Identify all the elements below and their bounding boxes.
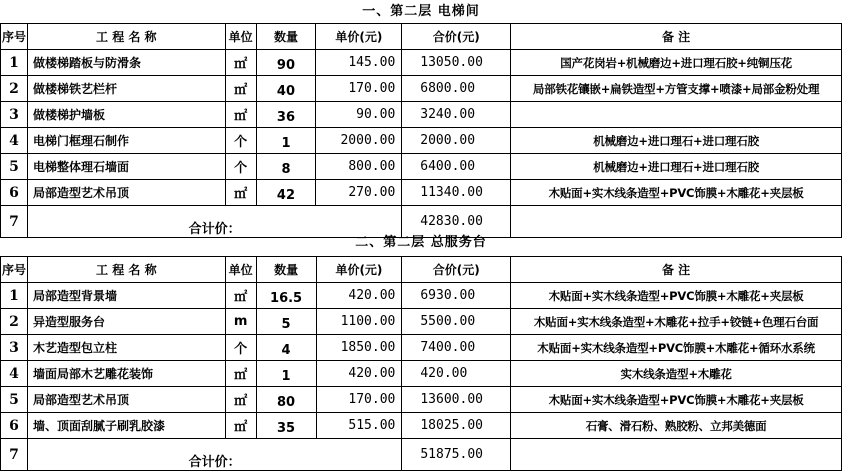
row-no: 6 (1, 413, 28, 439)
row-unit: ㎡ (225, 283, 256, 309)
row-qty: 1 (256, 361, 316, 387)
table-row (1, 102, 842, 128)
row-total: 13050.00 (402, 50, 511, 76)
header-remark: 备 注 (511, 257, 842, 283)
row-total: 6800.00 (402, 76, 511, 102)
row-total: 6400.00 (402, 154, 511, 180)
row-price: 1100.00 (316, 309, 402, 335)
row-price: 420.00 (316, 283, 402, 309)
header-row (1, 24, 842, 50)
row-price: 270.00 (316, 180, 402, 206)
row-unit: ㎡ (225, 50, 256, 76)
subtotal-no: 7 (1, 439, 28, 471)
row-total: 7400.00 (402, 335, 511, 361)
row-remark: 木贴面+实木线条造型+PVC饰膜+木雕花+夹层板 (511, 283, 842, 309)
row-name: 局部造型艺术吊顶 (27, 180, 225, 206)
row-total: 2000.00 (402, 128, 511, 154)
subtotal-remark (511, 439, 842, 471)
row-price: 1850.00 (316, 335, 402, 361)
row-unit: 个 (225, 128, 256, 154)
table-row (1, 413, 842, 439)
row-no: 1 (1, 283, 28, 309)
row-unit: ㎡ (225, 387, 256, 413)
row-no: 4 (1, 361, 28, 387)
header-unit: 单位 (225, 257, 256, 283)
row-name: 木艺造型包立柱 (27, 335, 225, 361)
row-unit: m (225, 309, 256, 335)
row-no: 5 (1, 387, 28, 413)
row-unit: ㎡ (225, 102, 256, 128)
row-no: 6 (1, 180, 28, 206)
header-price: 单价(元) (316, 257, 402, 283)
row-total: 3240.00 (402, 102, 511, 128)
row-price: 2000.00 (316, 128, 402, 154)
row-qty: 36 (256, 102, 316, 128)
subtotal-no: 7 (1, 206, 28, 238)
row-qty: 35 (256, 413, 316, 439)
header-total: 合价(元) (402, 24, 511, 50)
row-qty: 40 (256, 76, 316, 102)
row-unit: ㎡ (225, 180, 256, 206)
header-qty: 数量 (256, 24, 316, 50)
quote-table (0, 23, 842, 238)
row-no: 5 (1, 154, 28, 180)
row-total: 13600.00 (402, 387, 511, 413)
row-no: 2 (1, 76, 28, 102)
row-total: 11340.00 (402, 180, 511, 206)
row-qty: 8 (256, 154, 316, 180)
header-name: 工 程 名 称 (27, 257, 225, 283)
header-name: 工 程 名 称 (27, 24, 225, 50)
subtotal-label: 合计价： (27, 206, 401, 238)
row-price: 90.00 (316, 102, 402, 128)
header-no: 序号 (1, 257, 28, 283)
row-remark: 机械磨边+进口理石+进口理石胶 (511, 154, 842, 180)
row-name: 墙面局部木艺雕花装饰 (27, 361, 225, 387)
row-name: 做楼梯护墙板 (27, 102, 225, 128)
table-row (1, 50, 842, 76)
row-name: 做楼梯铁艺栏杆 (27, 76, 225, 102)
row-qty: 5 (256, 309, 316, 335)
subtotal-total: 42830.00 (402, 206, 511, 238)
table-row (1, 387, 842, 413)
table-row (1, 76, 842, 102)
row-name: 局部造型背景墙 (27, 283, 225, 309)
header-qty: 数量 (256, 257, 316, 283)
row-remark: 机械磨边+进口理石+进口理石胶 (511, 128, 842, 154)
row-no: 1 (1, 50, 28, 76)
row-remark: 局部铁花镶嵌+扁铁造型+方管支撑+喷漆+局部金粉处理 (511, 76, 842, 102)
row-price: 170.00 (316, 387, 402, 413)
row-remark (511, 102, 842, 128)
row-remark: 木贴面+实木线条造型+PVC饰膜+木雕花+夹层板 (511, 180, 842, 206)
row-remark: 木贴面+实木线条造型+木雕花+拉手+铰链+色理石台面 (511, 309, 842, 335)
table-row (1, 154, 842, 180)
row-remark: 木贴面+实木线条造型+PVC饰膜+木雕花+循环水系统 (511, 335, 842, 361)
row-unit: ㎡ (225, 361, 256, 387)
row-price: 800.00 (316, 154, 402, 180)
row-no: 2 (1, 309, 28, 335)
row-total: 5500.00 (402, 309, 511, 335)
header-no: 序号 (1, 24, 28, 50)
table-row (1, 309, 842, 335)
row-remark: 实木线条造型+木雕花 (511, 361, 842, 387)
row-total: 18025.00 (402, 413, 511, 439)
row-no: 3 (1, 335, 28, 361)
row-no: 3 (1, 102, 28, 128)
table-row (1, 180, 842, 206)
subtotal-row (1, 439, 842, 471)
row-name: 做楼梯踏板与防滑条 (27, 50, 225, 76)
row-qty: 42 (256, 180, 316, 206)
row-remark: 石膏、滑石粉、熟胶粉、立邦美德面 (511, 413, 842, 439)
row-total: 6930.00 (402, 283, 511, 309)
section-title: 二、第二层 总服务台 (355, 235, 487, 250)
subtotal-total: 51875.00 (402, 439, 511, 471)
row-qty: 80 (256, 387, 316, 413)
table-row (1, 283, 842, 309)
row-name: 电梯整体理石墙面 (27, 154, 225, 180)
row-name: 墙、顶面刮腻子刷乳胶漆 (27, 413, 225, 439)
row-unit: 个 (225, 335, 256, 361)
row-remark: 国产花岗岩+机械磨边+进口理石胶+纯铜压花 (511, 50, 842, 76)
row-price: 420.00 (316, 361, 402, 387)
row-qty: 16.5 (256, 283, 316, 309)
table-row (1, 361, 842, 387)
row-price: 145.00 (316, 50, 402, 76)
row-remark: 木贴面+实木线条造型+PVC饰膜+木雕花+夹层板 (511, 387, 842, 413)
row-unit: ㎡ (225, 76, 256, 102)
table-row (1, 335, 842, 361)
row-qty: 1 (256, 128, 316, 154)
header-remark: 备 注 (511, 24, 842, 50)
section-title: 一、第二层 电梯间 (362, 4, 480, 19)
row-total: 420.00 (402, 361, 511, 387)
row-name: 电梯门框理石制作 (27, 128, 225, 154)
row-price: 170.00 (316, 76, 402, 102)
row-name: 异造型服务台 (27, 309, 225, 335)
row-qty: 90 (256, 50, 316, 76)
row-no: 4 (1, 128, 28, 154)
header-total: 合价(元) (402, 257, 511, 283)
row-qty: 4 (256, 335, 316, 361)
table-row (1, 128, 842, 154)
row-price: 515.00 (316, 413, 402, 439)
header-price: 单价(元) (316, 24, 402, 50)
subtotal-label: 合计价： (27, 439, 401, 471)
header-unit: 单位 (225, 24, 256, 50)
row-unit: 个 (225, 154, 256, 180)
row-unit: ㎡ (225, 413, 256, 439)
header-row (1, 257, 842, 283)
quote-table (0, 256, 842, 471)
row-name: 局部造型艺术吊顶 (27, 387, 225, 413)
